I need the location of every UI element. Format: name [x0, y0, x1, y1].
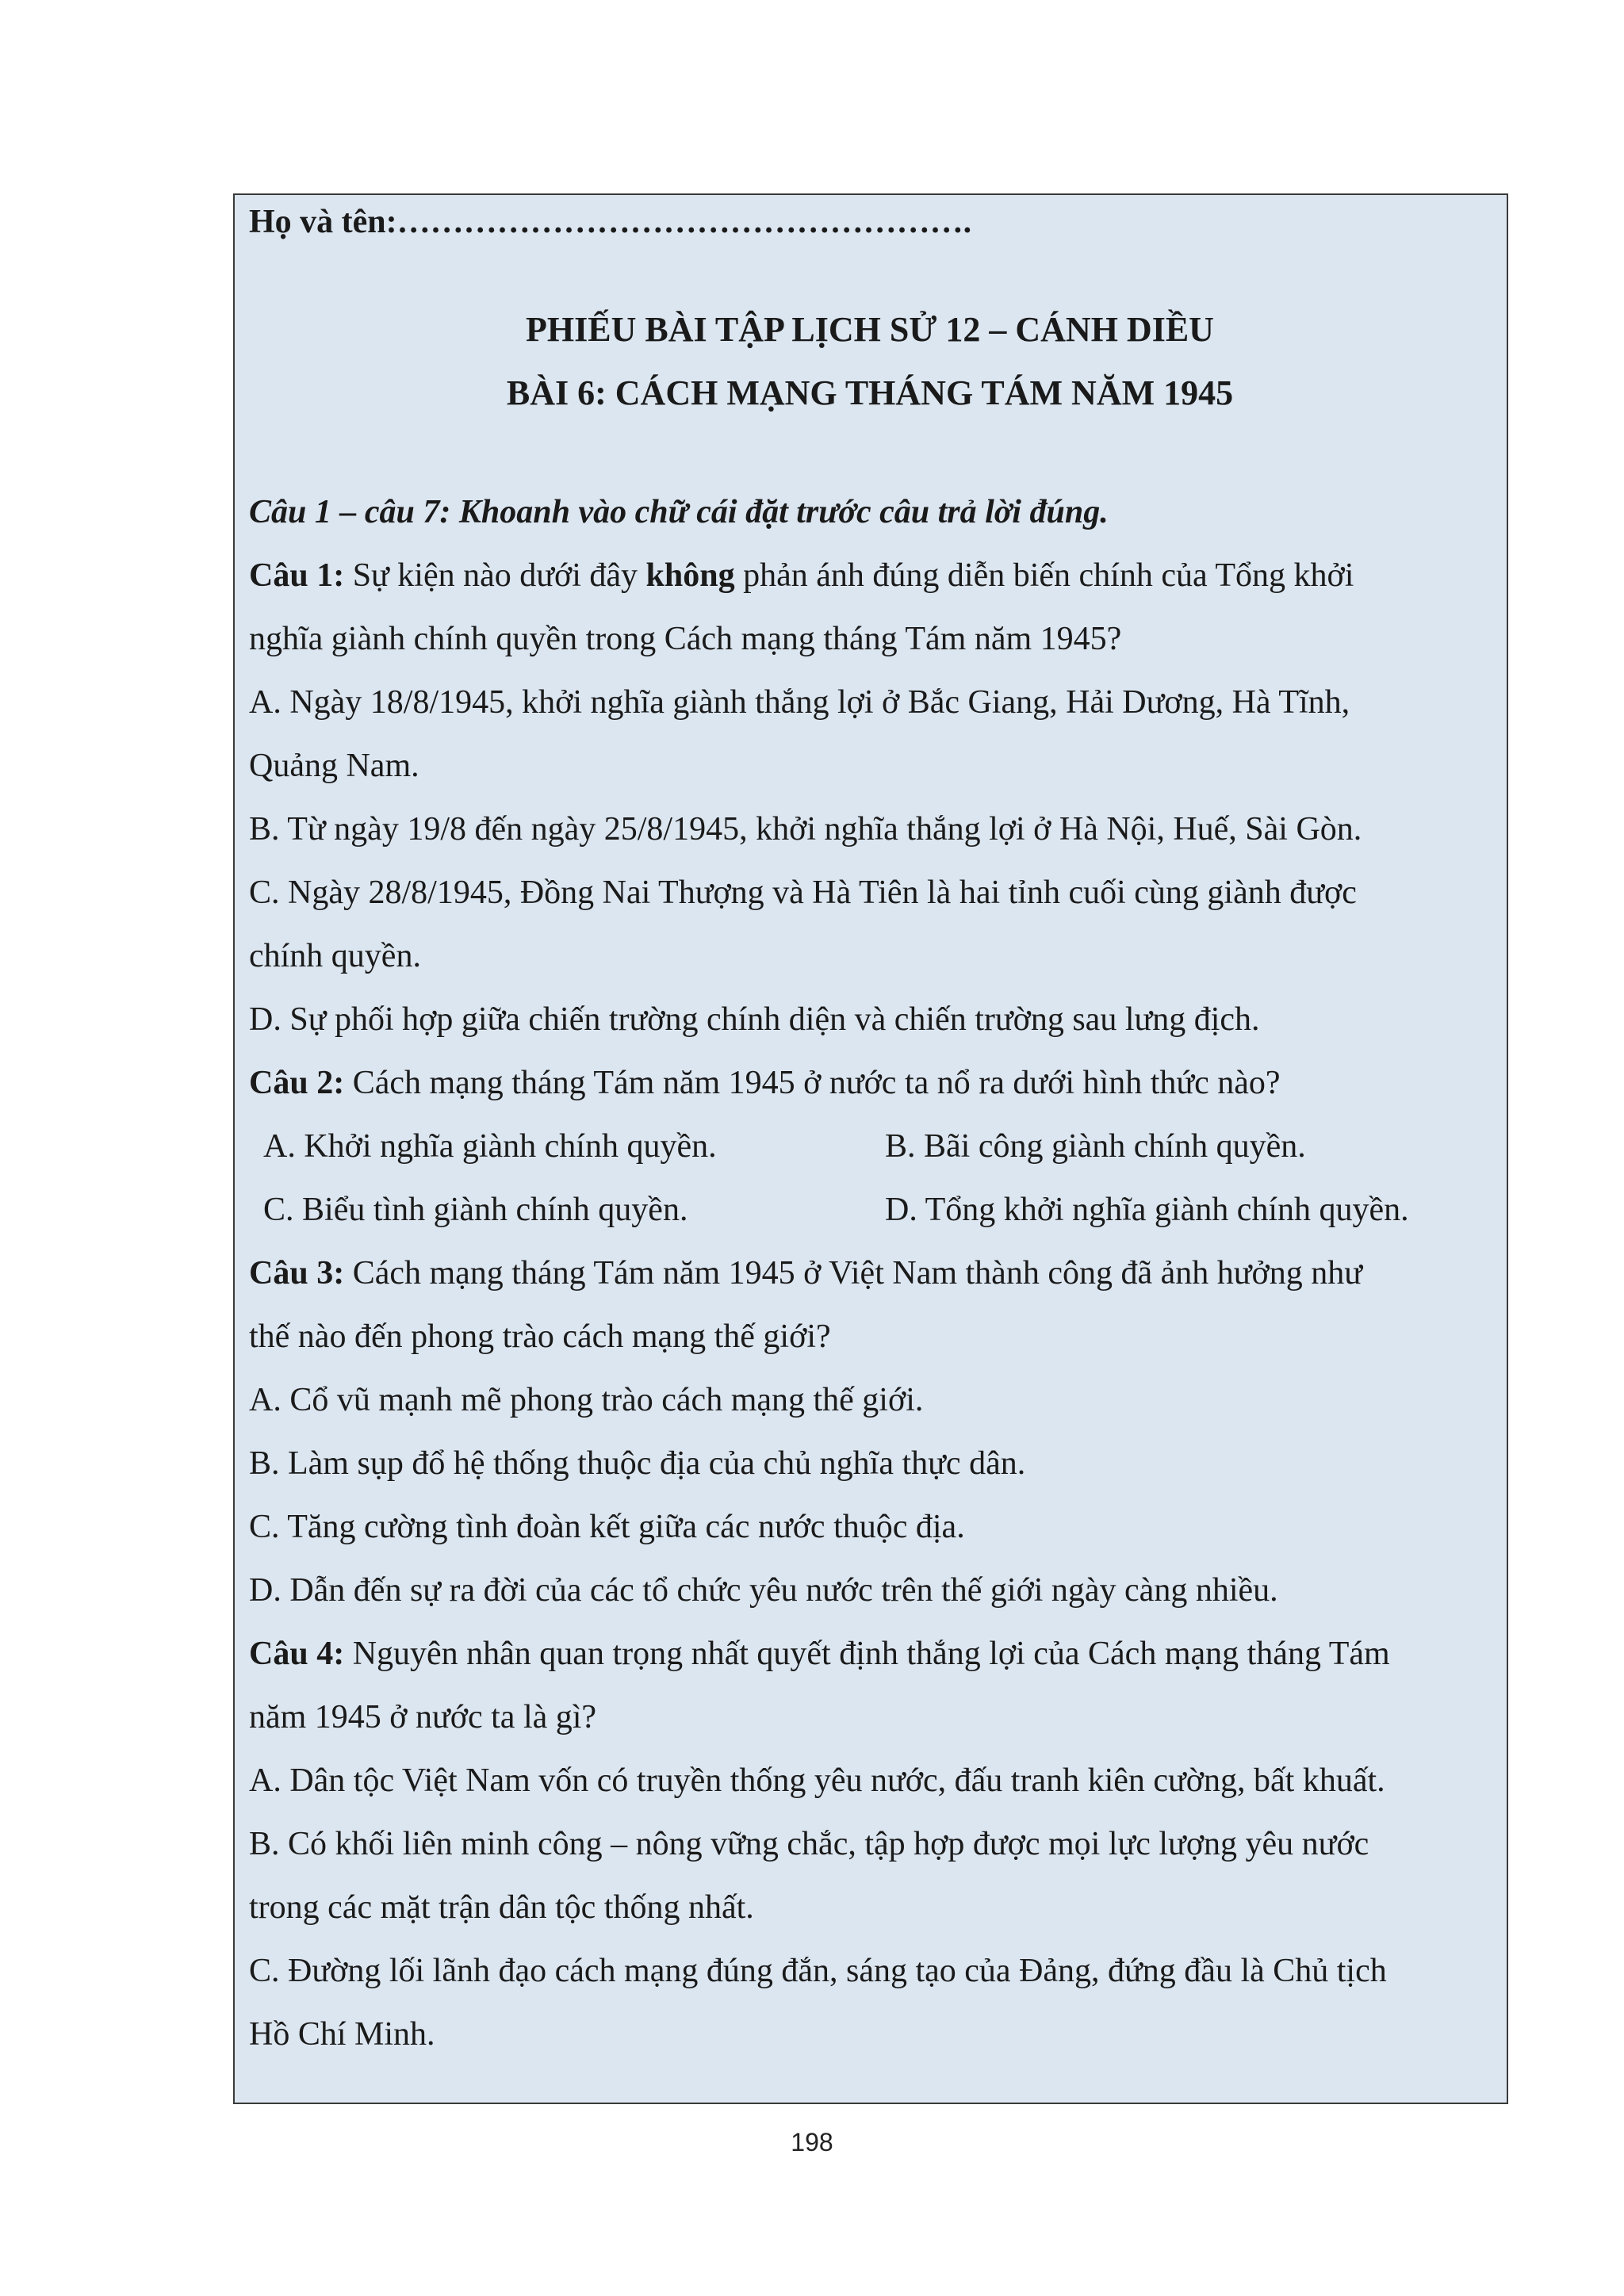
- question-2-options-row-2: [249, 1178, 1491, 1242]
- question-4: [249, 1622, 1491, 2066]
- question-3-option-d[interactable]: D. Dẫn đến sự ra đời của các tổ chức yêu nước trên thế giới ngày càng nhiều.: [249, 1572, 1278, 1609]
- question-4-stem-cont: năm 1945 ở nước ta là gì?: [249, 1699, 597, 1735]
- worksheet-title: [249, 298, 1491, 425]
- name-field[interactable]: Họ và tên:…………………………………………….: [249, 204, 972, 240]
- question-1-label: Câu 1:: [249, 557, 345, 594]
- question-3-stem-cont: thế nào đến phong trào cách mạng thế giới?: [249, 1318, 831, 1355]
- question-3-label: Câu 3:: [249, 1255, 345, 1292]
- question-4-label: Câu 4:: [249, 1636, 345, 1672]
- title-line-2: BÀI 6: CÁCH MẠNG THÁNG TÁM NĂM 1945: [506, 373, 1234, 412]
- page-number: 198: [791, 2128, 833, 2156]
- question-2: [249, 1051, 1491, 1242]
- emphasis-word: không: [645, 557, 735, 594]
- question-2-options-row-1: [249, 1115, 1491, 1178]
- question-4-option-c[interactable]: C. Đường lối lãnh đạo cách mạng đúng đắn, sáng tạo của Đảng, đứng đầu là Chủ tịch: [249, 1953, 1387, 1989]
- question-2-option-d[interactable]: D. Tổng khởi nghĩa giành chính quyền.: [885, 1192, 1409, 1228]
- worksheet-box: [233, 193, 1508, 2104]
- question-1: [249, 544, 1491, 1051]
- question-3: [249, 1242, 1491, 1622]
- question-4-option-a[interactable]: A. Dân tộc Việt Nam vốn có truyền thống yêu nước, đấu tranh kiên cường, bất khuất.: [249, 1762, 1385, 1799]
- question-1-stem-cont: nghĩa giành chính quyền trong Cách mạng tháng Tám năm 1945?: [249, 621, 1122, 657]
- question-3-option-a[interactable]: A. Cổ vũ mạnh mẽ phong trào cách mạng thế giới.: [249, 1382, 924, 1418]
- question-1-option-d[interactable]: D. Sự phối hợp giữa chiến trường chính diện và chiến trường sau lưng địch.: [249, 1001, 1260, 1038]
- instruction: Câu 1 – câu 7: Khoanh vào chữ cái đặt trước câu trả lời đúng.: [249, 494, 1109, 530]
- question-2-option-c[interactable]: C. Biểu tình giành chính quyền.: [263, 1192, 688, 1228]
- question-1-stem: Câu 1: Sự kiện nào dưới đây không phản ánh đúng diễn biến chính của Tổng khởi: [249, 557, 1354, 594]
- question-2-option-a[interactable]: A. Khởi nghĩa giành chính quyền.: [263, 1128, 717, 1165]
- title-line-1: PHIẾU BÀI TẬP LỊCH SỬ 12 – CÁNH DIỀU: [526, 310, 1214, 349]
- question-1-option-a-cont: Quảng Nam.: [249, 748, 419, 784]
- question-3-option-b[interactable]: B. Làm sụp đổ hệ thống thuộc địa của chủ nghĩa thực dân.: [249, 1445, 1026, 1482]
- question-1-option-a[interactable]: A. Ngày 18/8/1945, khởi nghĩa giành thắng lợi ở Bắc Giang, Hải Dương, Hà Tĩnh,: [249, 684, 1350, 721]
- question-2-stem: Câu 2: Cách mạng tháng Tám năm 1945 ở nước ta nổ ra dưới hình thức nào?: [249, 1065, 1281, 1101]
- question-1-option-c-cont: chính quyền.: [249, 938, 421, 974]
- question-1-option-c[interactable]: C. Ngày 28/8/1945, Đồng Nai Thượng và Hà Tiên là hai tỉnh cuối cùng giành được: [249, 874, 1357, 911]
- question-3-option-c[interactable]: C. Tăng cường tình đoàn kết giữa các nước thuộc địa.: [249, 1509, 965, 1545]
- question-1-option-b[interactable]: B. Từ ngày 19/8 đến ngày 25/8/1945, khởi nghĩa thắng lợi ở Hà Nội, Huế, Sài Gòn.: [249, 811, 1362, 848]
- question-4-stem: Câu 4: Nguyên nhân quan trọng nhất quyết định thắng lợi của Cách mạng tháng Tám: [249, 1636, 1390, 1672]
- question-2-label: Câu 2:: [249, 1065, 345, 1101]
- question-4-option-b[interactable]: B. Có khối liên minh công – nông vững chắc, tập hợp được mọi lực lượng yêu nước: [249, 1826, 1369, 1862]
- question-2-option-b[interactable]: B. Bãi công giành chính quyền.: [885, 1128, 1306, 1165]
- question-3-stem: Câu 3: Cách mạng tháng Tám năm 1945 ở Việt Nam thành công đã ảnh hưởng như: [249, 1255, 1362, 1292]
- question-4-option-b-cont: trong các mặt trận dân tộc thống nhất.: [249, 1889, 754, 1926]
- question-4-option-c-cont: Hồ Chí Minh.: [249, 2016, 435, 2053]
